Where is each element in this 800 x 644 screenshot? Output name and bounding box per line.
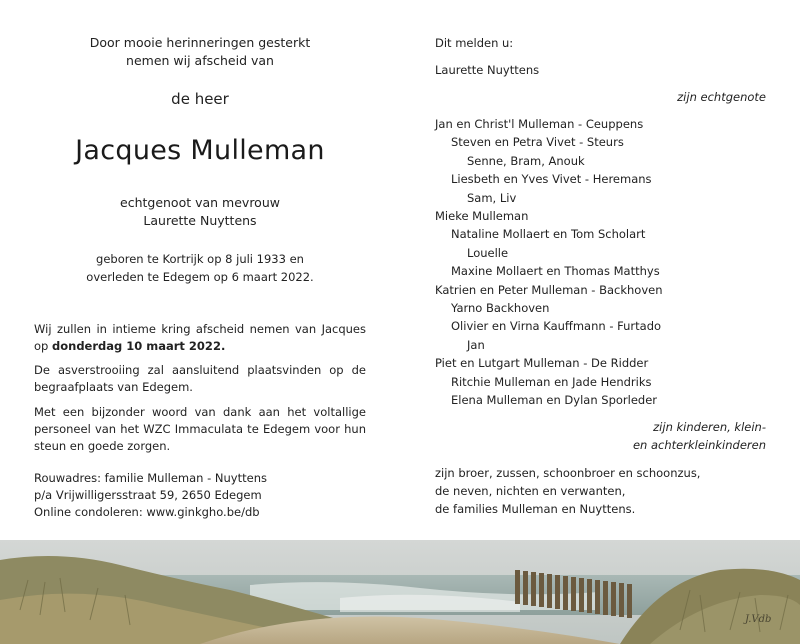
- beach-dunes-illustration: [0, 540, 800, 644]
- family-member-line: Senne, Bram, Anouk: [467, 153, 585, 168]
- family-member-line: Jan: [467, 337, 485, 352]
- family-member-line: Maxine Mollaert en Thomas Matthys: [451, 264, 660, 279]
- address-line-2: p/a Vrijwilligersstraat 59, 2650 Edegem: [34, 488, 262, 502]
- intro-line-2: nemen wij afscheid van: [126, 53, 274, 68]
- family-member-line: Katrien en Peter Mulleman - Backhoven: [435, 282, 663, 297]
- intro-line-1: Door mooie herinneringen gesterkt: [89, 35, 311, 50]
- ceremony-text: Wij zullen in intieme kring afscheid nemen van Jacques op: [34, 322, 366, 353]
- right-page: [400, 0, 800, 540]
- children-role-line-1: zijn kinderen, klein-: [653, 420, 766, 434]
- closing-line-2: de neven, nichten en verwanten,: [435, 484, 626, 498]
- family-member-line: Jan en Christ'l Mulleman - Ceuppens: [435, 117, 644, 131]
- left-page: [0, 0, 400, 540]
- address-line-1: Rouwadres: familie Mulleman - Nuyttens: [34, 471, 267, 485]
- children-role-line-2: en achterkleinkinderen: [632, 438, 766, 452]
- honorific: de heer: [171, 90, 229, 108]
- family-member-line: Elena Mulleman en Dylan Sporleder: [451, 393, 658, 407]
- closing-line-1: zijn broer, zussen, schoonbroer en schoonzus,: [435, 466, 701, 480]
- closing-line-3: de families Mulleman en Nuyttens.: [435, 502, 636, 516]
- death-line: overleden te Edegem op 6 maart 2022.: [86, 270, 314, 284]
- spouse-line-1: echtgenoot van mevrouw: [120, 195, 280, 210]
- family-member-line: Sam, Liv: [467, 190, 517, 205]
- family-member-line: Steven en Petra Vivet - Steurs: [451, 135, 624, 150]
- spouse-name: Laurette Nuyttens: [435, 63, 540, 77]
- family-member-line: Liesbeth en Yves Vivet - Heremans: [451, 172, 652, 187]
- family-member-line: Piet en Lutgart Mulleman - De Ridder: [435, 356, 649, 371]
- landscape-painting: [0, 540, 800, 644]
- thanks-paragraph: Met een bijzonder woord van dank aan het voltallige personeel van het WZC Immaculata te Edegem voor hun steun en goede zorgen.: [34, 405, 366, 453]
- birth-line: geboren te Kortrijk op 8 juli 1933 en: [96, 252, 304, 266]
- family-member-line: Yarno Backhoven: [451, 301, 550, 315]
- ceremony-paragraph: [34, 321, 366, 355]
- family-member-line: Nataline Mollaert en Tom Scholart: [451, 227, 646, 242]
- spouse-role: zijn echtgenote: [677, 90, 766, 104]
- scattering-paragraph: De asverstrooiing zal aansluitend plaatsvinden op de begraafplaats van Edegem.: [34, 363, 366, 394]
- ceremony-date: donderdag 10 maart 2022.: [52, 339, 226, 353]
- deceased-name: Jacques Mulleman: [75, 135, 325, 166]
- announcement-header: Dit melden u:: [435, 36, 514, 50]
- family-member-line: Louelle: [467, 245, 509, 260]
- family-member-line: Ritchie Mulleman en Jade Hendriks: [451, 374, 652, 389]
- family-member-line: Olivier en Virna Kauffmann - Furtado: [451, 319, 662, 334]
- spouse-line-2: Laurette Nuyttens: [143, 213, 257, 228]
- painting-signature: J.Vdb: [745, 614, 772, 625]
- condolence-link[interactable]: Online condoleren: www.ginkgho.be/db: [34, 505, 260, 519]
- family-member-line: Mieke Mulleman: [435, 209, 529, 223]
